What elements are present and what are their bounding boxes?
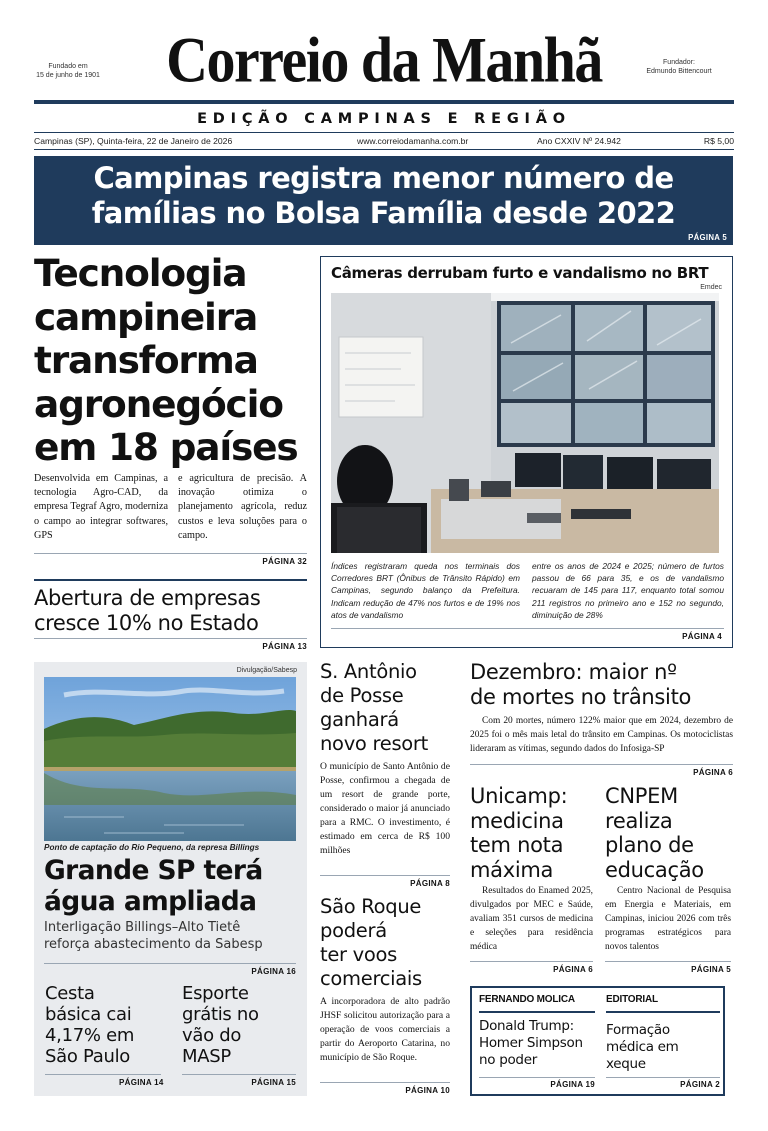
cnpem-rule xyxy=(605,961,731,962)
reservoir-illustration xyxy=(44,677,296,841)
cesta-headline[interactable]: Cesta básica cai 4,17% em São Paulo xyxy=(45,983,135,1067)
section-rule-empresas xyxy=(34,579,307,581)
control-room-illustration xyxy=(331,293,719,553)
empresas-page-ref[interactable]: PÁGINA 13 xyxy=(262,642,307,651)
transito-body: Com 20 mortes, número 122% maior que em 2024, dezembro de 2025 foi o mês mais letal do trânsito em Campinas. Os motociclistas lideraram as vítimas, segundo dados do Infosiga-SP xyxy=(470,716,733,754)
cesta-page-ref[interactable]: PÁGINA 14 xyxy=(119,1078,164,1087)
edition-title: EDIÇÃO CAMPINAS E REGIÃO xyxy=(197,111,571,127)
founded-line2: 15 de junho de 1901 xyxy=(36,72,100,79)
cnpem-body: Centro Nacional de Pesquisa em Energia e Materiais, em Campinas, iniciou 2026 com três programas estratégicos para novos talentos xyxy=(605,886,731,952)
masthead xyxy=(0,0,768,150)
posse-rule xyxy=(320,875,450,876)
molica-label-rule xyxy=(479,1011,595,1013)
transito-story[interactable] xyxy=(470,660,733,780)
masthead-thick-rule xyxy=(34,100,734,104)
sabesp-rule xyxy=(44,963,296,964)
brt-story[interactable] xyxy=(320,256,733,648)
cnpem-story[interactable] xyxy=(605,784,733,976)
banner-headline-1: Campinas registra menor número de xyxy=(93,161,674,195)
brt-photo xyxy=(331,293,719,553)
empresas-rule xyxy=(34,638,307,639)
posse-story[interactable] xyxy=(320,660,450,890)
roque-headline: São Roque poderá ter voos comerciais xyxy=(320,895,422,990)
empresas-story[interactable] xyxy=(34,584,307,654)
newspaper-logo[interactable]: Correio da Manhã xyxy=(166,23,602,96)
founded-line1: Fundado em xyxy=(48,63,88,70)
roque-rule xyxy=(320,1082,450,1083)
lead-body-col2: e agricultura de precisão. A inovação otimiza o planejamento agrícola, reduz custos e leva soluções para o campo. xyxy=(178,473,307,541)
founder-name: Edmundo Bittencourt xyxy=(646,68,712,75)
editorial-label: EDITORIAL xyxy=(606,994,658,1005)
lead-story[interactable] xyxy=(34,252,307,570)
founder-note xyxy=(634,58,724,76)
roque-body: A incorporadora de alto padrão JHSF solicitou autorização para a operação de voos comerciais a partir do Aeroporto Catarina, no município de São Roque. xyxy=(320,996,450,1063)
unicamp-story[interactable] xyxy=(470,784,593,976)
sabesp-page-ref[interactable]: PÁGINA 16 xyxy=(251,967,296,976)
founder-label: Fundador: xyxy=(663,59,695,66)
brt-caption-col1: Índices registraram queda nos terminais dos Corredores BRT (Ônibus de Trânsito Rápido) em Campinas, segundo balanço da Prefeitura. Indicam redução de 47% nos furtos e de 19% nos atos de vandalismo xyxy=(331,561,520,620)
opinion-box xyxy=(470,986,725,1096)
masp-rule xyxy=(182,1074,296,1075)
brt-page-ref[interactable]: PÁGINA 4 xyxy=(682,632,722,641)
posse-headline: S. Antônio de Posse ganhará novo resort xyxy=(320,660,428,755)
posse-body: O município de Santo Antônio de Posse, confirmou a chegada de um resort de grande porte, considerado o maior já anunciado para a RMC. O investimento, é estimado em cerca de R$ 100 milhões xyxy=(320,761,450,856)
masthead-rule-3 xyxy=(34,149,734,150)
molica-title: Donald Trump: Homer Simpson no poder xyxy=(479,1018,583,1068)
issue-number: Ano CXXIV Nº 24.942 xyxy=(537,136,621,146)
lead-body-col1: Desenvolvida em Campinas, a tecnologia Agro-CAD, da empresa Tegraf Agro, moderniza o campo ao integrar softwares, GPS xyxy=(34,473,168,541)
molica-column[interactable] xyxy=(479,994,595,1090)
banner-story[interactable] xyxy=(34,156,733,245)
sabesp-panel xyxy=(34,662,307,1096)
unicamp-body: Resultados do Enamed 2025, divulgados por MEC e Saúde, avaliam 351 cursos de medicina e seleções para residência médica xyxy=(470,886,593,952)
brt-caption-col2: entre os anos de 2024 e 2025; número de furtos passou de 66 para 35, e os de vandalismo recuaram de 145 para 117, enquanto total somou 211 registros no primeiro ano e 152 no segundo, diminuição de 28% xyxy=(532,561,724,620)
sabesp-caption: Ponto de captação do Rio Pequeno, da represa Billings xyxy=(44,843,260,852)
empresas-headline: Abertura de empresas cresce 10% no Estado xyxy=(34,586,261,635)
molica-rule xyxy=(479,1077,595,1078)
editorial-column[interactable] xyxy=(606,994,720,1090)
editorial-page-ref[interactable]: PÁGINA 2 xyxy=(680,1080,720,1089)
dateline: Campinas (SP), Quinta-feira, 22 de Janeiro de 2026 xyxy=(34,136,233,146)
roque-story[interactable] xyxy=(320,893,450,1103)
transito-rule xyxy=(470,764,733,765)
posse-page-ref[interactable]: PÁGINA 8 xyxy=(410,879,450,888)
editorial-rule xyxy=(606,1077,720,1078)
banner-headline-2: famílias no Bolsa Família desde 2022 xyxy=(91,196,676,230)
sabesp-photo-credit: Divulgação/Sabesp xyxy=(236,667,297,674)
lead-headline: Tecnologia campineira transforma agronegócio em 18 países xyxy=(34,251,298,469)
transito-page-ref[interactable]: PÁGINA 6 xyxy=(693,768,733,777)
brt-rule xyxy=(331,628,724,629)
unicamp-headline: Unicamp: medicina tem nota máxima xyxy=(470,784,568,882)
masp-headline[interactable]: Esporte grátis no vão do MASP xyxy=(182,983,259,1067)
editorial-title: Formação médica em xeque xyxy=(606,1022,679,1072)
brt-photo-credit: Emdec xyxy=(700,284,722,291)
masthead-rule-2 xyxy=(34,132,734,133)
roque-page-ref[interactable]: PÁGINA 10 xyxy=(405,1086,450,1095)
founded-note xyxy=(30,62,106,80)
molica-label: FERNANDO MOLICA xyxy=(479,994,575,1005)
cnpem-headline: CNPEM realiza plano de educação xyxy=(605,784,704,882)
lead-page-ref[interactable]: PÁGINA 32 xyxy=(262,557,307,566)
banner-page-ref[interactable]: PÁGINA 5 xyxy=(688,233,727,242)
cesta-rule xyxy=(45,1074,161,1075)
website-link[interactable]: www.correiodamanha.com.br xyxy=(357,136,469,146)
editorial-label-rule xyxy=(606,1011,720,1013)
price: R$ 5,00 xyxy=(703,136,734,146)
molica-page-ref[interactable]: PÁGINA 19 xyxy=(550,1080,595,1089)
sabesp-subhead: Interligação Billings–Alto Tietê reforça abastecimento da Sabesp xyxy=(44,920,263,952)
unicamp-rule xyxy=(470,961,593,962)
cnpem-page-ref[interactable]: PÁGINA 5 xyxy=(691,965,731,974)
masp-page-ref[interactable]: PÁGINA 15 xyxy=(251,1078,296,1087)
sabesp-photo xyxy=(44,677,296,841)
brt-headline: Câmeras derrubam furto e vandalismo no BRT xyxy=(331,264,709,282)
transito-headline: Dezembro: maior nº de mortes no trânsito xyxy=(470,660,692,709)
lead-rule xyxy=(34,553,307,554)
sabesp-headline[interactable]: Grande SP terá água ampliada xyxy=(44,855,263,917)
unicamp-page-ref[interactable]: PÁGINA 6 xyxy=(553,965,593,974)
